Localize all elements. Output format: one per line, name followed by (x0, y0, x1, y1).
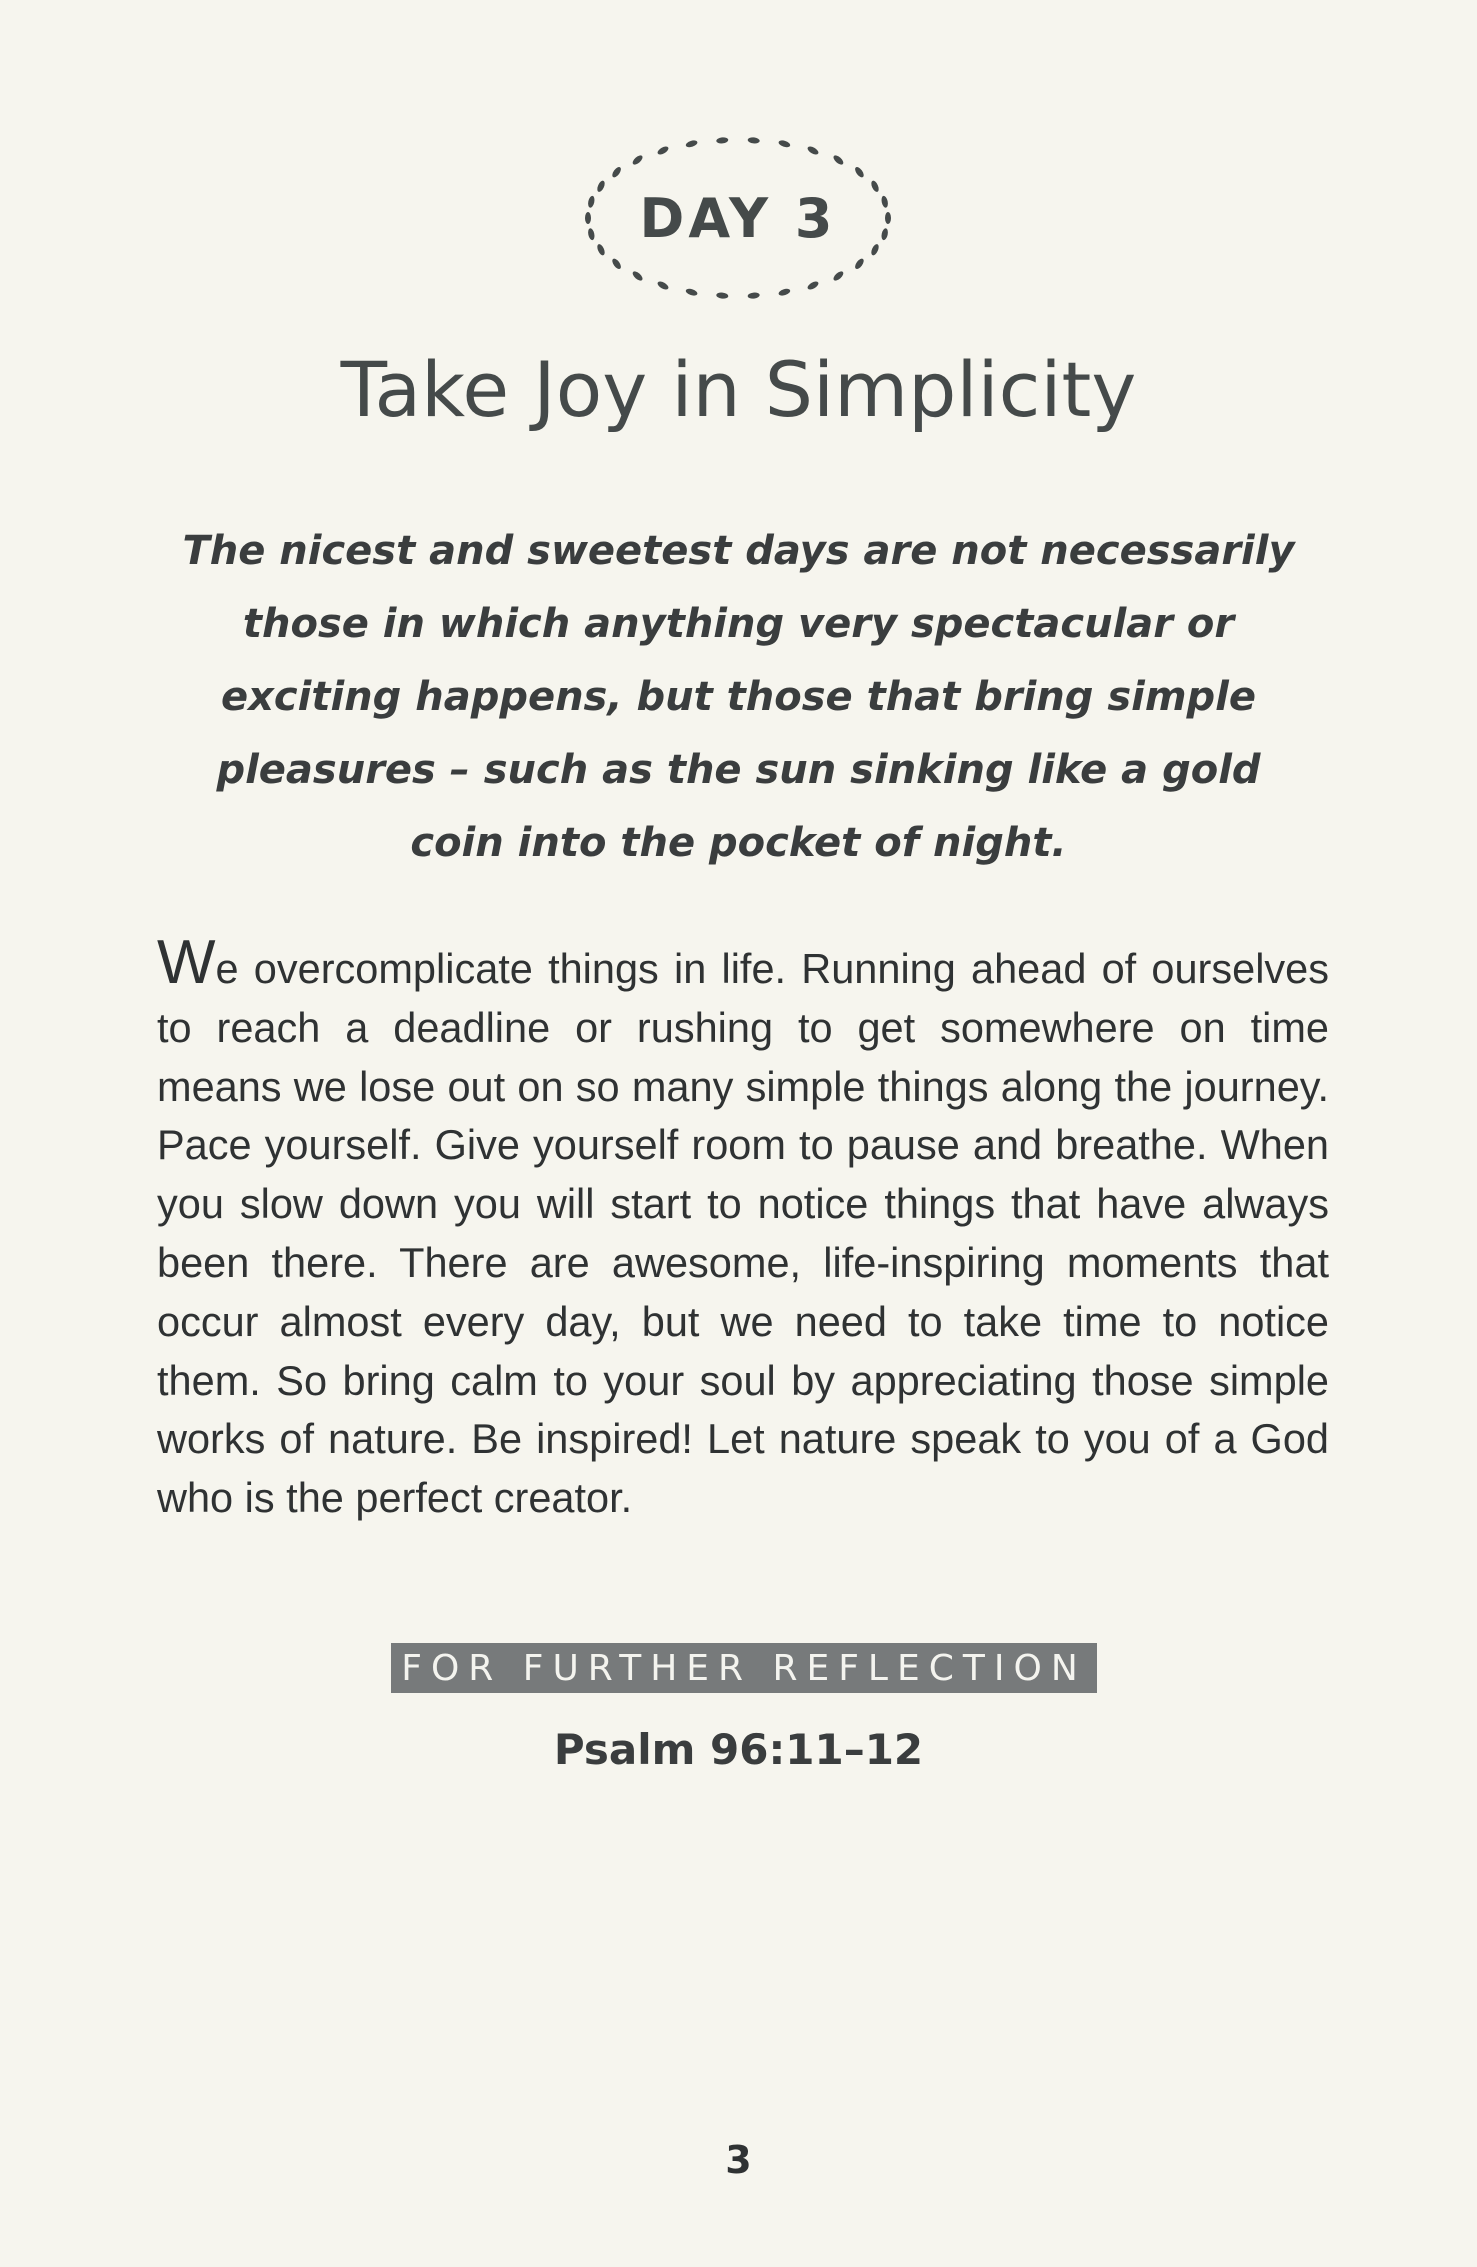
body-text: e overcomplicate things in life. Running ahead of ourselves to reach a deadline or rushing to get somewhere on time means we lose out on so many simple things along the journey. Pace yourself. Give yourself room to pause and breathe. When you slow down you will start to notice things that have always been there. There are awesome, life-inspiring moments that occur almost every day, but we need to take time to notice them. So bring calm to your soul by appreciating those simple works of nature. Be inspired! Let nature speak to you of a God who is the perfect creator. (157, 945, 1329, 1522)
drop-cap: W (157, 928, 216, 997)
day-label: DAY 3 (639, 186, 837, 250)
verse-reference: Psalm 96:11–12 (553, 1725, 924, 1774)
epigraph-quote: The nicest and sweetest days are not necessarily those in which anything very spectacular or exciting happens, but those that bring simple pleasures – such as the sun sinking like a gold coin into the pocket of night. (182, 528, 1295, 866)
page-number: 3 (725, 2138, 752, 2182)
body-paragraph (157, 928, 1329, 1528)
day-badge (568, 128, 908, 308)
page-title: Take Joy in Simplicity (340, 345, 1137, 434)
further-reflection-heading: FOR FURTHER REFLECTION (391, 1643, 1097, 1693)
